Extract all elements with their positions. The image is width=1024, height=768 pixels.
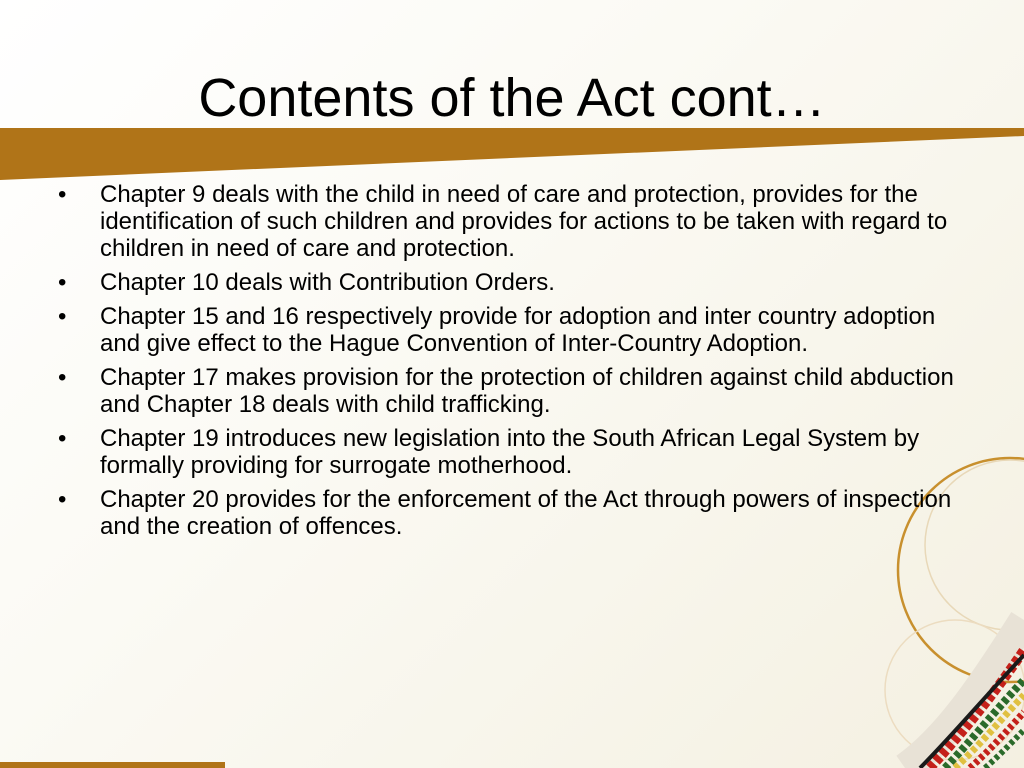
title-band	[0, 128, 1024, 180]
bullet-text: Chapter 20 provides for the enforcement of the Act through powers of inspection and the creation of offences.	[100, 486, 952, 540]
bullet-text: Chapter 10 deals with Contribution Orders.	[100, 269, 555, 296]
bullet-marker: •	[58, 425, 67, 452]
bullet-item	[58, 269, 958, 296]
bullet-text: Chapter 19 introduces new legislation into the South African Legal System by formally providing for surrogate motherhood.	[100, 425, 920, 479]
bullet-text: Chapter 9 deals with the child in need of care and protection, provides for the identification of such children and provides for actions to be taken with regard to children in need of care and protection.	[100, 181, 948, 262]
bullet-marker: •	[58, 364, 67, 391]
bullet-marker: •	[58, 486, 67, 513]
bullet-text: Chapter 17 makes provision for the protection of children against child abduction and Chapter 18 deals with child trafficking.	[100, 364, 954, 418]
bottom-accent-line	[0, 762, 225, 768]
bullet-item	[58, 364, 958, 418]
bullet-item	[58, 486, 958, 540]
bullet-marker: •	[58, 303, 67, 330]
bullet-item	[58, 425, 958, 479]
bullet-item	[58, 303, 958, 357]
bullet-list	[58, 181, 958, 547]
bullet-text: Chapter 15 and 16 respectively provide for adoption and inter country adoption and give effect to the Hague Convention of Inter-Country Adoption.	[100, 303, 936, 357]
slide-title: Contents of the Act cont…	[198, 68, 826, 128]
bullet-item	[58, 181, 958, 262]
bullet-marker: •	[58, 269, 67, 296]
bullet-marker: •	[58, 181, 67, 208]
